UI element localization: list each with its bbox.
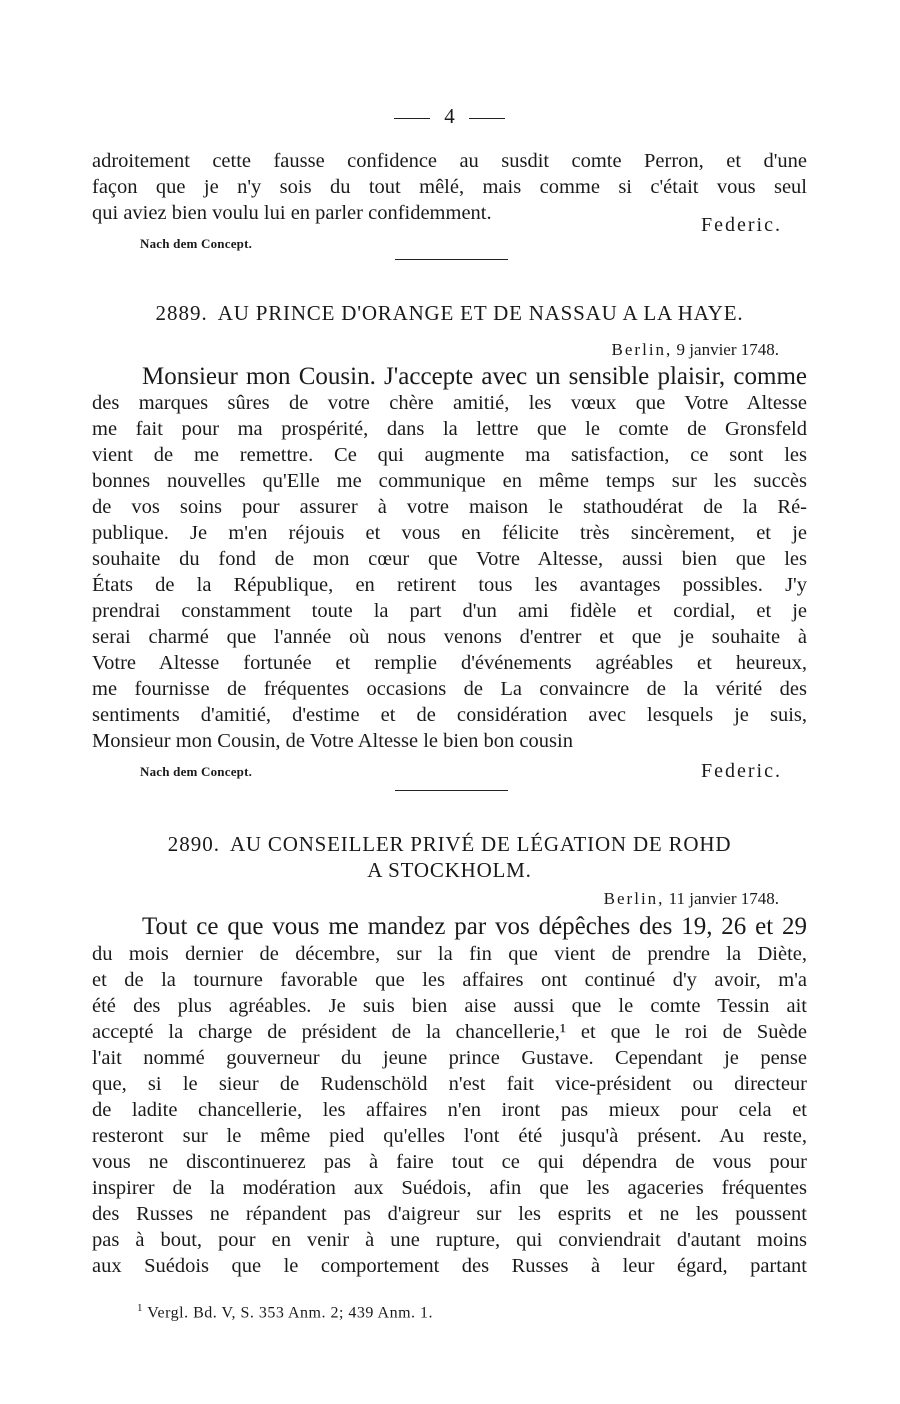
letter-line: souhaite du fond de mon cœur que Votre Altesse, aussi bien que les: [92, 548, 807, 570]
document-page: [92, 0, 807, 1404]
letter-heading-line2: A STOCKHOLM.: [367, 858, 532, 882]
letter-recipient: AU PRINCE D'ORANGE ET DE NASSAU A LA HAYE.: [217, 301, 744, 325]
letter-recipient: AU CONSEILLER PRIVÉ DE LÉGATION DE ROHD: [229, 832, 732, 856]
dateline: [612, 340, 779, 360]
folio-dash-right: [469, 118, 505, 119]
source-note: Nach dem Concept.: [140, 236, 253, 251]
letter-line: des Russes ne répandent pas d'aigreur sur les esprits et ne les poussent: [92, 1203, 807, 1225]
dateline: [604, 889, 779, 909]
letter-line: aux Suédois que le comportement des Russes à leur égard, partant: [92, 1255, 807, 1277]
carryover-line: façon que je n'y sois du tout mêlé, mais comme si c'était vous seul: [92, 176, 807, 198]
source-note: Nach dem Concept.: [140, 764, 253, 779]
letter-line: publique. Je m'en réjouis et vous en félicite très sincèrement, et je: [92, 522, 807, 544]
footnote-marker: 1: [137, 1302, 143, 1314]
letter-line: Votre Altesse fortunée et remplie d'événements agréables et heureux,: [92, 652, 807, 674]
letter-line: de ladite chancellerie, les affaires n'en iront pas mieux pour cela et: [92, 1099, 807, 1121]
folio-dash-left: [394, 118, 430, 119]
section-rule: [395, 259, 508, 260]
letter-line: [92, 364, 807, 391]
page-number: [92, 104, 807, 129]
letter-line: l'ait nommé gouverneur du jeune prince Gustave. Cependant je pense: [92, 1047, 807, 1069]
letter-line: Monsieur mon Cousin, de Votre Altesse le bien bon cousin: [92, 730, 573, 752]
letter-number: 2890.: [167, 832, 220, 856]
letter-heading: [92, 301, 807, 326]
letter-line: me fournisse de fréquentes occasions de La convaincre de la vérité des: [92, 678, 807, 700]
section-rule: [395, 790, 508, 791]
letter-number: 2889.: [155, 301, 208, 325]
signature: Federic.: [701, 214, 782, 236]
letter-line: me fait pour ma prospérité, dans la lettre que le comte de Gronsfeld: [92, 418, 807, 440]
letter-line-text: Tout ce que vous me mandez par vos dépêches des 19, 26 et 29: [142, 913, 807, 940]
letter-heading: [92, 832, 807, 857]
letter-line: États de la République, en retirent tous les avantages possibles. J'y: [92, 574, 807, 596]
letter-line: du mois dernier de décembre, sur la fin que vient de prendre la Diète,: [92, 943, 807, 965]
letter-line: prendrai constamment toute la part d'un ami fidèle et cordial, et je: [92, 600, 807, 622]
letter-line: sentiments d'amitié, d'estime et de considération avec lesquels je suis,: [92, 704, 807, 726]
letter-line: vient de me remettre. Ce qui augmente ma satisfaction, ce sont les: [92, 444, 807, 466]
signature: Federic.: [701, 760, 782, 782]
footnote-text: Vergl. Bd. V, S. 353 Anm. 2; 439 Anm. 1.: [147, 1304, 434, 1322]
letter-line: accepté la charge de président de la chancellerie,¹ et que le roi de Suède: [92, 1021, 807, 1043]
letter-line-text: Monsieur mon Cousin. J'accepte avec un sensible plaisir, comme: [142, 363, 807, 390]
letter-line: inspirer de la modération aux Suédois, afin que les agaceries fréquentes: [92, 1177, 807, 1199]
letter-line: des marques sûres de votre chère amitié, les vœux que Votre Altesse: [92, 392, 807, 414]
letter-line: et de la tournure favorable que les affaires ont continué d'y avoir, m'a: [92, 969, 807, 991]
letter-line: de vos soins pour assurer à votre maison le stathoudérat de la Ré-: [92, 496, 807, 518]
carryover-line: adroitement cette fausse confidence au susdit comte Perron, et d'une: [92, 150, 807, 172]
letter-line: été des plus agréables. Je suis bien aise aussi que le comte Tessin ait: [92, 995, 807, 1017]
page-number-text: 4: [444, 104, 455, 128]
dateline-date: 11 janvier 1748.: [668, 889, 779, 908]
dateline-place: Berlin,: [603, 889, 665, 908]
letter-line: [92, 914, 807, 941]
letter-line: vous ne discontinuerez pas à faire tout ce qui dépendra de vous pour: [92, 1151, 807, 1173]
letter-line: bonnes nouvelles qu'Elle me communique en même temps sur les succès: [92, 470, 807, 492]
dateline-date: 9 janvier 1748.: [676, 340, 779, 359]
letter-line: que, si le sieur de Rudenschöld n'est fait vice-président ou directeur: [92, 1073, 807, 1095]
letter-line: resteront sur le même pied qu'elles l'ont été jusqu'à présent. Au reste,: [92, 1125, 807, 1147]
letter-line: serai charmé que l'année où nous venons d'entrer et que je souhaite à: [92, 626, 807, 648]
footnote: [137, 1302, 433, 1322]
carryover-line: qui aviez bien voulu lui en parler confidemment.: [92, 202, 492, 224]
letter-line: pas à bout, pour en venir à une rupture, qui conviendrait d'autant moins: [92, 1229, 807, 1251]
dateline-place: Berlin,: [611, 340, 673, 359]
